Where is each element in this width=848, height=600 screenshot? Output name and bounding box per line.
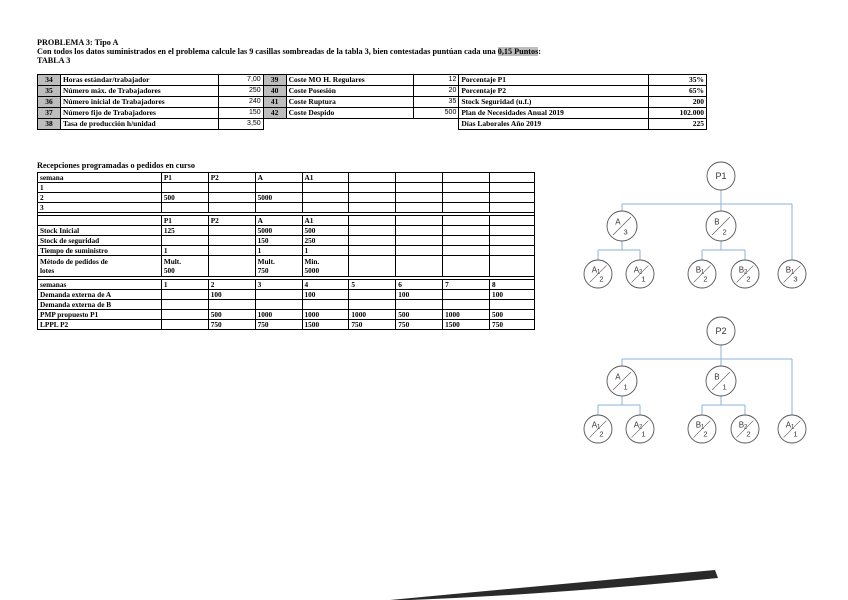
instruction-points: 0,15 Puntos: [497, 47, 539, 56]
recepciones-cell: [208, 193, 255, 203]
recepciones-cell: [302, 203, 349, 213]
recepciones-cell: [161, 300, 208, 310]
tabla3-cell-label1: Número fijo de Trabajadores: [60, 108, 218, 119]
bom-node: [626, 415, 654, 443]
tabla3-row: [38, 86, 707, 97]
cell-line: 500: [163, 266, 175, 275]
recepciones-cell: 8: [490, 280, 535, 290]
recepciones-cell: P1: [161, 173, 208, 183]
recepciones-cell: [255, 203, 302, 213]
tabla3-cell-label2: Coste Despido: [286, 108, 414, 119]
tabla3-cell-val2: 20: [414, 86, 459, 97]
tabla3-cell-label2: Coste Ruptura: [286, 97, 414, 108]
recepciones-title: Recepciones programadas o pedidos en curso: [37, 161, 195, 170]
tabla3-cell-val2: 500: [414, 108, 459, 119]
recepciones-row: [38, 310, 535, 320]
recepciones-cell: [396, 203, 443, 213]
tabla3-cell-id1: 37: [38, 108, 61, 119]
recepciones-cell: [161, 236, 208, 246]
recepciones-cell: [208, 183, 255, 193]
recepciones-cell: [349, 226, 396, 236]
bom-root-label: P1: [715, 171, 727, 181]
bom-node-name: A: [615, 217, 621, 227]
recepciones-row: [38, 203, 535, 213]
tabla3-cell-id1: 36: [38, 97, 61, 108]
recepciones-cell: [349, 193, 396, 203]
recepciones-cell: LPPL P2: [38, 320, 162, 330]
recepciones-cell: [490, 236, 535, 246]
decorative-swoosh: [370, 560, 730, 600]
bom-node-qty: 2: [703, 274, 708, 284]
recepciones-cell: [302, 183, 349, 193]
tabla3-cell-id2: [263, 119, 286, 130]
bom-node-name: B1: [785, 265, 795, 276]
recepciones-cell: P1: [161, 216, 208, 226]
tabla3-cell-label3: Plan de Necesidades Anual 2019: [459, 108, 649, 119]
bom-node-qty: 2: [599, 429, 604, 439]
recepciones-row: [38, 226, 535, 236]
cell-line: Método de pedidos de: [40, 257, 108, 266]
tabla3-cell-label2: Coste MO H. Regulares: [286, 75, 414, 86]
recepciones-cell: [349, 256, 396, 277]
bom-node-sub: 2: [639, 269, 643, 276]
recepciones-row: [38, 216, 535, 226]
recepciones-cell: [255, 183, 302, 193]
tabla3-cell-label3: Días Laborales Año 2019: [459, 119, 649, 130]
tabla3-row: [38, 97, 707, 108]
tabla3-cell-val1: 7,00: [218, 75, 263, 86]
tabla3-cell-val2: [414, 119, 459, 130]
recepciones-row: [38, 300, 535, 310]
bom-node-qty: 3: [793, 274, 798, 284]
bom-node-name: B2: [738, 420, 748, 431]
recepciones-cell: 5000: [255, 193, 302, 203]
bom-node-qty: 2: [746, 429, 751, 439]
bom-node: [706, 211, 736, 241]
recepciones-cell: [38, 256, 162, 277]
recepciones-cell: 3: [38, 203, 162, 213]
recepciones-cell: [208, 300, 255, 310]
bom-node-name: B: [714, 372, 720, 382]
recepciones-cell: [490, 246, 535, 256]
recepciones-cell: 500: [208, 310, 255, 320]
recepciones-row: [38, 173, 535, 183]
recepciones-cell: [443, 300, 490, 310]
recepciones-cell: [396, 300, 443, 310]
recepciones-cell: [255, 300, 302, 310]
recepciones-cell: 1000: [302, 310, 349, 320]
bom-node-qty: 1: [793, 429, 798, 439]
recepciones-cell: [161, 310, 208, 320]
recepciones-cell: 500: [396, 310, 443, 320]
recepciones-cell: Stock Inicial: [38, 226, 162, 236]
bom-node: [778, 260, 806, 288]
recepciones-cell: 1500: [302, 320, 349, 330]
recepciones-cell: 250: [302, 236, 349, 246]
recepciones-cell: 3: [255, 280, 302, 290]
recepciones-cell: 1: [161, 280, 208, 290]
tabla3-row: [38, 108, 707, 119]
recepciones-cell: 1000: [443, 310, 490, 320]
recepciones-cell: [396, 246, 443, 256]
bom-diagrams: [560, 150, 848, 450]
recepciones-cell: Demanda externa de B: [38, 300, 162, 310]
cell-line: lotes: [40, 266, 55, 275]
bom-node: [607, 211, 637, 241]
recepciones-row: [38, 193, 535, 203]
tabla3: [37, 74, 707, 130]
recepciones-cell: semana: [38, 173, 162, 183]
instruction-text: Con todos los datos suministrados en el problema calcule las 9 casillas sombreadas de la tabla 3, bien contestadas puntúan cada una: [37, 47, 498, 56]
recepciones-table: [37, 172, 535, 330]
recepciones-cell: [349, 183, 396, 193]
recepciones-cell: 1: [302, 246, 349, 256]
recepciones-cell: [38, 216, 162, 226]
tabla3-cell-label3: Porcentaje P2: [459, 86, 649, 97]
bom-node: [778, 415, 806, 443]
recepciones-cell: 100: [396, 290, 443, 300]
bom-node-sub: 1: [791, 269, 795, 276]
recepciones-cell: [349, 203, 396, 213]
bom-node: [626, 260, 654, 288]
recepciones-cell: [443, 236, 490, 246]
recepciones-cell: [490, 300, 535, 310]
bom-node-name: A1: [591, 420, 601, 431]
cell-line: Mult.: [257, 257, 275, 266]
recepciones-cell: 500: [161, 193, 208, 203]
recepciones-cell: 5: [349, 280, 396, 290]
cell-line: 5000: [304, 266, 320, 275]
recepciones-cell: [302, 193, 349, 203]
tabla3-cell-id2: 41: [263, 97, 286, 108]
recepciones-cell: 5000: [255, 226, 302, 236]
recepciones-cell: A: [255, 216, 302, 226]
bom-node-sub: 1: [597, 424, 601, 431]
recepciones-cell: [208, 246, 255, 256]
recepciones-cell: [490, 216, 535, 226]
bom-node-name: B1: [695, 420, 705, 431]
recepciones-row: [38, 246, 535, 256]
recepciones-cell: [443, 246, 490, 256]
tabla3-cell-label1: Horas estándar/trabajador: [60, 75, 218, 86]
bom-node-qty: 3: [623, 227, 628, 237]
recepciones-cell: [396, 173, 443, 183]
bom-root-label: P2: [715, 326, 727, 336]
recepciones-cell: [490, 203, 535, 213]
cell-line: Mult.: [163, 257, 182, 266]
bom-node-name: B1: [695, 265, 705, 276]
recepciones-cell: [208, 256, 255, 277]
bom-node-name: B: [714, 217, 720, 227]
recepciones-cell: P2: [208, 173, 255, 183]
metodo-row: [38, 256, 535, 277]
cell-line: Min.: [304, 257, 320, 266]
tabla3-row: [38, 75, 707, 86]
recepciones-cell: [349, 236, 396, 246]
tabla3-cell-label2: [286, 119, 414, 130]
tabla3-cell-val3: 200: [649, 97, 707, 108]
recepciones-cell: [255, 290, 302, 300]
recepciones-cell: 1000: [255, 310, 302, 320]
recepciones-cell: [396, 236, 443, 246]
recepciones-cell: 1000: [349, 310, 396, 320]
recepciones-cell: 125: [161, 226, 208, 236]
recepciones-cell: 750: [396, 320, 443, 330]
bom-node: [584, 415, 612, 443]
table-label: TABLA 3: [37, 56, 71, 65]
recepciones-cell: 100: [302, 290, 349, 300]
bom-node-sub: 2: [744, 424, 748, 431]
bom-node: [731, 260, 759, 288]
bom-node-qty: 2: [599, 274, 604, 284]
bom-node: [731, 415, 759, 443]
recepciones-cell: 100: [490, 290, 535, 300]
recepciones-cell: [396, 216, 443, 226]
recepciones-cell: [396, 226, 443, 236]
recepciones-cell: [255, 256, 302, 277]
tabla3-cell-id1: 34: [38, 75, 61, 86]
recepciones-cell: 100: [208, 290, 255, 300]
tabla3-cell-val2: 35: [414, 97, 459, 108]
recepciones-cell: Demanda externa de A: [38, 290, 162, 300]
bom-node-qty: 2: [746, 274, 751, 284]
recepciones-cell: [443, 173, 490, 183]
bom-node-sub: 1: [791, 424, 795, 431]
bom-node-sub: 1: [597, 269, 601, 276]
tabla3-cell-label1: Número inicial de Trabajadores: [60, 97, 218, 108]
recepciones-cell: [349, 290, 396, 300]
recepciones-cell: 7: [443, 280, 490, 290]
recepciones-cell: 750: [208, 320, 255, 330]
recepciones-cell: 500: [490, 310, 535, 320]
recepciones-cell: [443, 203, 490, 213]
tabla3-cell-val3: 35%: [649, 75, 707, 86]
bom-node-name: A2: [633, 265, 643, 276]
tabla3-cell-label1: Número máx. de Trabajadores: [60, 86, 218, 97]
bom-node-qty: 1: [722, 382, 727, 392]
bom-node: [688, 260, 716, 288]
bom-node-name: A1: [785, 420, 795, 431]
tabla3-cell-label1: Tasa de producción h/unidad: [60, 119, 218, 130]
recepciones-cell: A1: [302, 216, 349, 226]
tabla3-cell-id2: 42: [263, 108, 286, 119]
bom-node-name: A1: [591, 265, 601, 276]
recepciones-cell: 4: [302, 280, 349, 290]
recepciones-cell: [208, 203, 255, 213]
recepciones-cell: [208, 236, 255, 246]
bom-node-name: A2: [633, 420, 643, 431]
recepciones-cell: [490, 183, 535, 193]
bom-node: [688, 415, 716, 443]
recepciones-cell: [302, 256, 349, 277]
recepciones-row: [38, 320, 535, 330]
recepciones-cell: [443, 290, 490, 300]
bom-node-qty: 1: [641, 429, 646, 439]
recepciones-cell: [490, 256, 535, 277]
tabla3-cell-val1: 240: [218, 97, 263, 108]
recepciones-cell: [349, 216, 396, 226]
tabla3-cell-val1: 250: [218, 86, 263, 97]
recepciones-row: [38, 236, 535, 246]
tabla3-cell-val1: 3,50: [218, 119, 263, 130]
tabla3-cell-id1: 38: [38, 119, 61, 130]
tabla3-cell-val3: 102.000: [649, 108, 707, 119]
bom-node: [706, 366, 736, 396]
tabla3-cell-label3: Porcentaje P1: [459, 75, 649, 86]
recepciones-row: [38, 183, 535, 193]
recepciones-row: [38, 280, 535, 290]
recepciones-cell: [349, 246, 396, 256]
recepciones-cell: semanas: [38, 280, 162, 290]
recepciones-cell: [490, 193, 535, 203]
recepciones-cell: 1: [255, 246, 302, 256]
recepciones-cell: A1: [302, 173, 349, 183]
tabla3-cell-label3: Stock Seguridad (u.f.): [459, 97, 649, 108]
tabla3-cell-val1: 150: [218, 108, 263, 119]
tabla3-cell-id2: 39: [263, 75, 286, 86]
recepciones-cell: [443, 183, 490, 193]
tabla3-row: [38, 119, 707, 130]
cell-line: 750: [257, 266, 269, 275]
recepciones-cell: 1: [161, 246, 208, 256]
recepciones-cell: 750: [490, 320, 535, 330]
recepciones-cell: [161, 290, 208, 300]
recepciones-cell: 2: [208, 280, 255, 290]
bom-node-sub: 1: [701, 424, 705, 431]
bom-node-sub: 2: [744, 269, 748, 276]
recepciones-cell: [161, 203, 208, 213]
recepciones-cell: 750: [349, 320, 396, 330]
bom-node-name: B2: [738, 265, 748, 276]
recepciones-cell: [208, 226, 255, 236]
recepciones-cell: [161, 256, 208, 277]
tabla3-cell-val3: 65%: [649, 86, 707, 97]
recepciones-cell: [443, 193, 490, 203]
recepciones-cell: [443, 256, 490, 277]
recepciones-cell: [490, 226, 535, 236]
recepciones-cell: 6: [396, 280, 443, 290]
recepciones-cell: [396, 183, 443, 193]
recepciones-cell: 150: [255, 236, 302, 246]
recepciones-cell: 750: [255, 320, 302, 330]
recepciones-cell: [349, 173, 396, 183]
bom-node: [607, 366, 637, 396]
recepciones-cell: [396, 193, 443, 203]
recepciones-cell: 1: [38, 183, 162, 193]
tabla3-cell-label2: Coste Posesión: [286, 86, 414, 97]
tabla3-cell-id2: 40: [263, 86, 286, 97]
bom-node-sub: 2: [639, 424, 643, 431]
recepciones-cell: P2: [208, 216, 255, 226]
instructions: [37, 47, 541, 56]
tabla3-cell-val2: 12: [414, 75, 459, 86]
recepciones-cell: 500: [302, 226, 349, 236]
tabla3-cell-id1: 35: [38, 86, 61, 97]
recepciones-cell: [302, 300, 349, 310]
recepciones-row: [38, 290, 535, 300]
recepciones-cell: Stock de seguridad: [38, 236, 162, 246]
recepciones-cell: [443, 226, 490, 236]
recepciones-cell: PMP propuesto P1: [38, 310, 162, 320]
recepciones-cell: 2: [38, 193, 162, 203]
bom-node-name: A: [615, 372, 621, 382]
bom-node-qty: 1: [623, 382, 628, 392]
recepciones-cell: A: [255, 173, 302, 183]
instruction-suffix: :: [538, 47, 541, 56]
recepciones-cell: [396, 256, 443, 277]
recepciones-cell: [349, 300, 396, 310]
tabla3-cell-val3: 225: [649, 119, 707, 130]
bom-node-qty: 2: [703, 429, 708, 439]
bom-node-qty: 1: [641, 274, 646, 284]
recepciones-cell: Tiempo de suministro: [38, 246, 162, 256]
recepciones-cell: [161, 320, 208, 330]
bom-node-sub: 1: [701, 269, 705, 276]
bom-node: [584, 260, 612, 288]
recepciones-cell: 1500: [443, 320, 490, 330]
recepciones-cell: [443, 216, 490, 226]
problem-title: PROBLEMA 3: Tipo A: [37, 38, 119, 47]
recepciones-cell: [161, 183, 208, 193]
bom-node-qty: 2: [722, 227, 727, 237]
recepciones-cell: [490, 173, 535, 183]
